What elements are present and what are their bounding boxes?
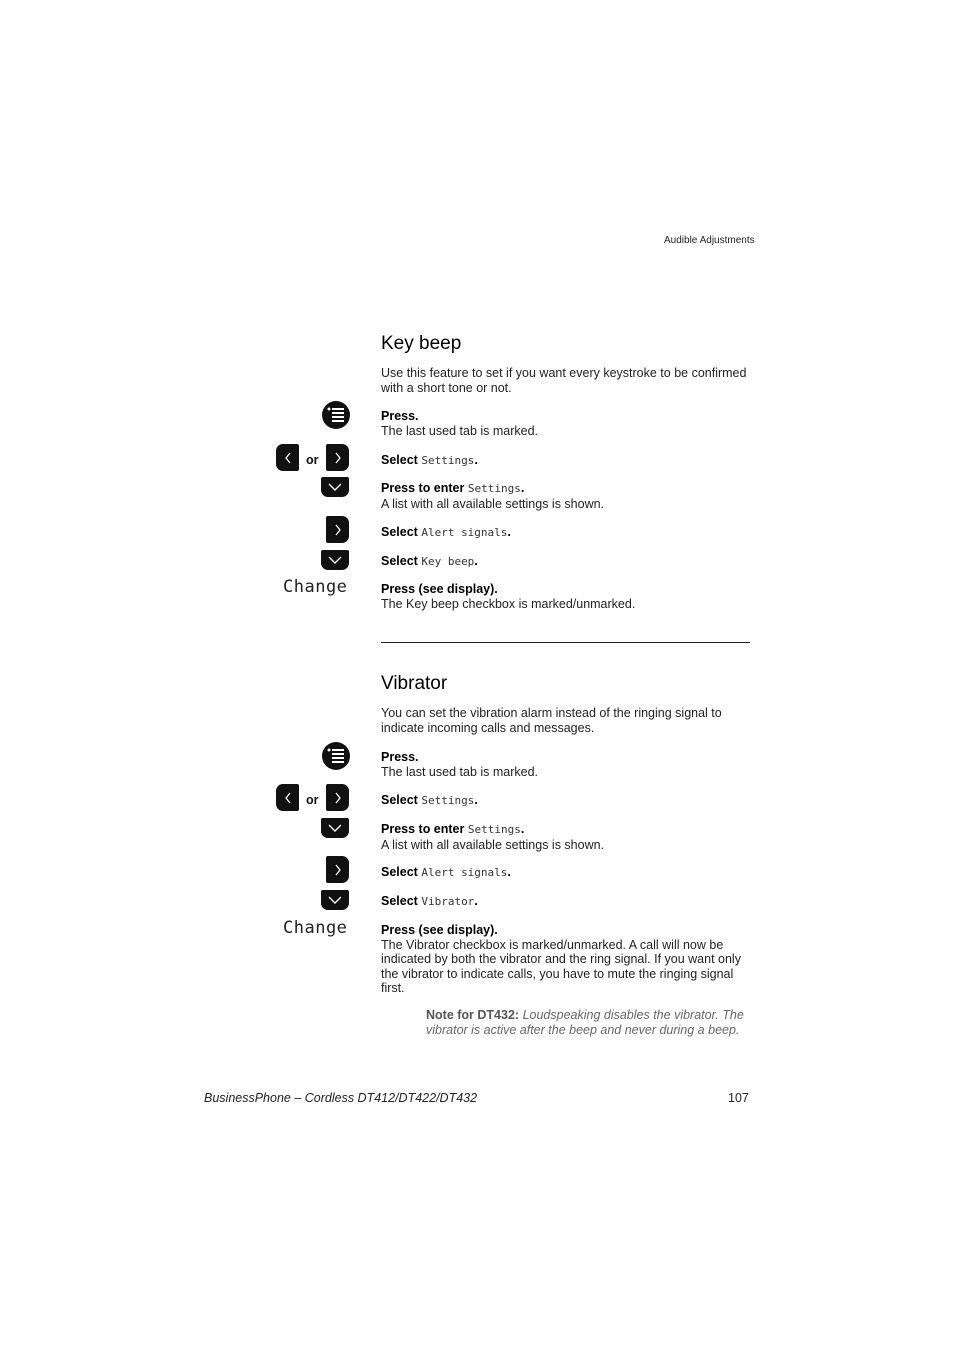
step-end: . [474,894,478,908]
vibrator-step-1 [381,750,751,779]
step-action: Select [381,453,418,467]
key-beep-step-2 [381,453,751,469]
section-title-key-beep: Key beep [381,333,462,354]
menu-item: Alert signals [421,866,508,879]
change-softkey: Change [283,918,348,938]
key-beep-step-6 [381,582,751,611]
note-text: Loudspeaking disables the vibrator. The vibrator is active after the beep and never during a beep. [426,1008,744,1037]
note-label: Note for DT432: [426,1008,520,1022]
vibrator-step-2 [381,793,751,809]
step-end: . [507,525,511,539]
step-desc: The last used tab is marked. [381,423,539,438]
step-end: . [520,822,525,836]
step-action: Press (see display). [381,923,498,937]
section-title-vibrator: Vibrator [381,673,448,694]
step-desc: The Key beep checkbox is marked/unmarked. [381,596,636,611]
nav-left-arrow-icon [276,444,299,471]
nav-down-arrow-icon [321,550,349,570]
nav-left-arrow-icon [276,784,299,811]
key-beep-intro: Use this feature to set if you want every keystroke to be confirmed with a short tone or not. [381,366,747,395]
footer-title: BusinessPhone – Cordless DT412/DT422/DT432 [204,1091,478,1105]
step-desc: The Vibrator checkbox is marked/unmarked. A call will now be indicated by both the vibrator and the ring signal. If you want only the vibrator to indicate calls, you have to mute the ringing signal first. [381,937,741,996]
step-action: Press (see display). [381,582,498,596]
step-desc: A list with all available settings is shown. [381,496,605,511]
nav-right-arrow-icon [326,856,349,883]
vibrator-step-6 [381,923,743,996]
step-end: . [507,865,511,879]
step-action: Select [381,894,418,908]
step-action: Press to enter [381,481,465,495]
key-beep-step-5 [381,554,751,570]
menu-item: Alert signals [421,526,508,539]
key-beep-step-1 [381,409,751,438]
change-softkey: Change [283,577,348,597]
step-action: Press to enter [381,822,465,836]
step-end: . [474,453,478,467]
step-end: . [474,793,478,807]
vibrator-intro: You can set the vibration alarm instead of the ringing signal to indicate incoming calls and messages. [381,706,722,735]
menu-item: Settings [421,454,475,467]
nav-right-arrow-icon [326,516,349,543]
step-action: Select [381,554,418,568]
step-desc: The last used tab is marked. [381,764,539,779]
nav-right-arrow-icon [326,444,349,471]
menu-item: Vibrator [421,895,475,908]
menu-item: Settings [467,823,521,836]
vibrator-step-3 [381,822,751,852]
dt432-note [426,1008,751,1038]
step-desc: A list with all available settings is shown. [381,837,605,852]
menu-item: Key beep [421,555,475,568]
step-end: . [520,481,525,495]
menu-key-icon [322,742,350,770]
running-header: Audible Adjustments [664,235,755,246]
menu-item: Settings [467,482,521,495]
vibrator-step-4 [381,865,751,881]
nav-down-arrow-icon [321,818,349,838]
nav-down-arrow-icon [321,477,349,497]
page-number: 107 [728,1091,749,1105]
step-action: Select [381,865,418,879]
key-beep-step-4 [381,525,751,541]
menu-item: Settings [421,794,475,807]
step-action: Select [381,793,418,807]
section-divider [381,642,750,643]
or-label: or [306,793,319,807]
vibrator-step-5 [381,894,751,910]
menu-key-icon [322,401,350,429]
nav-down-arrow-icon [321,890,349,910]
key-beep-step-3 [381,481,751,511]
step-action: Select [381,525,418,539]
or-label: or [306,453,319,467]
step-action: Press. [381,409,419,423]
nav-right-arrow-icon [326,784,349,811]
step-end: . [474,554,478,568]
step-action: Press. [381,750,419,764]
